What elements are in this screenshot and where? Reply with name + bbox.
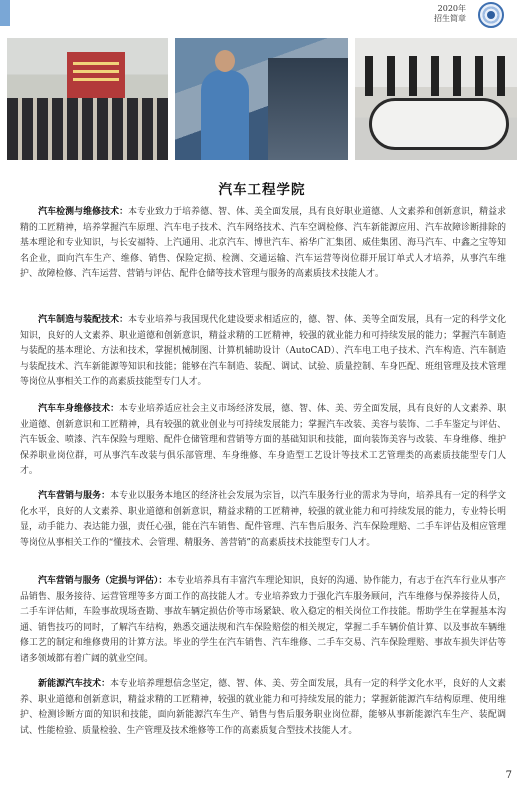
- major-description: 本专业以服务本地区的经济社会发展为宗旨，以汽车服务行业的需求为导向，培养具有一定的科学文化水平，良好的人文素养、职业道德和创新意识，精益求精的工匠精神，较强的就业能力和可持续发展的能力，专业特长明显，动手能力、表达能力强，责任心强，能在汽车销售、配件管理、汽车售后服务、汽车保险理赔、二手车评估及相应管理等岗位从事相关工作的“懂技术、会管理、精服务、善营销”的高素质技术技能型专门人才。: [20, 491, 506, 548]
- header-caption: [434, 4, 466, 24]
- major-description: 本专业培养与我国现代化建设要求相适应的，德、智、体、美等全面发展，具有一定的科学文化知识，良好的人文素养、职业道德和创新意识，精益求精的工匠精神，较强的就业能力和可持续发展的能力；掌握汽车制造与装配的基本理论、方法和技术，掌握机械制图、计算机辅助设计（AutoCAD）、汽车电工电子技术、汽车构造、汽车制造与装配技术、汽车新能源等知识和技能；能够在汽车制造、装配、调试、试验、质量控制、车身匹配、班组管理及技术管理等岗位从事相关工作的高素质技能型专门人才。: [20, 315, 506, 388]
- school-emblem-icon: [478, 2, 504, 28]
- major-paragraph: [20, 402, 506, 480]
- machine-shape: [268, 58, 348, 160]
- photo-workshop-training: [175, 38, 348, 160]
- page-number: 7: [505, 770, 512, 781]
- corner-decoration: [0, 0, 10, 26]
- major-name: 新能源汽车技术 ：: [38, 679, 110, 689]
- photo-group-meeting: [7, 38, 168, 160]
- major-name: 汽车营销与服务 ：: [38, 491, 110, 501]
- major-description: 本专业培养具有丰富汽车理论知识，良好的沟通、协作能力，有志于在汽车行业从事产品销售、服务接待、运营管理等多方面工作的高技能人才。专业培养致力于强化汽车服务顾问，汽车维修与保养接待人员，二手车评估师，车险事故现场查勘、事故车辆定损估价等市场紧缺、收入稳定的相关岗位工作技能。帮助学生在掌握基本沟通、销售技巧的同时，了解汽车结构，熟悉交通法规和汽车保险赔偿的相关规定，掌握二手车辆价值计算、以及事故车辆维修工艺的制定和维修费用的计算方法。毕业的学生在汽车销售、汽车维修、二手车交易、汽车保险理赔、事故车损失评估等诸多领域都有着广阔的就业空间。: [20, 576, 506, 664]
- crowd-shape: [365, 56, 515, 96]
- major-description: 本专业培养理想信念坚定，德、智、体、美、劳全面发展，具有一定的科学文化水平，良好的人文素养、职业道德和创新意识，精益求精的工匠精神，较强的就业能力和可持续发展的能力；掌握新能源汽车结构原理、使用维护、检测诊断方面的知识和技能，面向新能源汽车生产、销售与售后服务职业岗位群，能够从事新能源汽车生产、装配调试、性能检验、质量检验、生产管理及技术维修等工作的高素质复合型技术技能人才。: [20, 679, 506, 736]
- major-paragraph: [20, 205, 506, 283]
- major-description: 本专业致力于培养德、智、体、美全面发展，具有良好职业道德、人文素养和创新意识，精益求精的工匠精神，培养掌握汽车原理、汽车电子技术、汽车网络技术、汽车空调检修、汽车新能源应用、汽车故障诊断排除的基本理论和专业知识，与长安福特、上汽通用、北京汽车、博世汽车、裕华广汇集团、威佳集团、海马汽车、中鑫之宝等知名企业，面向汽车生产、维修、销售、保险定损、检测、交通运输、汽车运营等岗位群开展订单式人才培养，从事汽车维护、故障检修、汽车运营、营销与评估、配件仓储等技术管理与服务的高素质技术技能人才。: [20, 207, 506, 280]
- major-description: 本专业培养适应社会主义市场经济发展，德、智、体、美、劳全面发展，具有良好的人文素养、职业道德、创新意识和工匠精神，具有较强的就业创业与可持续发展能力；掌握汽车改装、美容与装饰、二手车鉴定与评估、汽车钣金、喷漆、汽车保险与理赔、配件仓储管理和营销等方面的基础知识和技能，面向装饰美容与改装、车身维修、维护保养职业岗位群，可从事汽车改装与俱乐部管理、车身维修、车身造型工艺设计等技术工艺管理类的高素质技能型专门人才。: [20, 404, 506, 477]
- people-row: [7, 98, 168, 160]
- major-name: 汽车车身维修技术 ：: [38, 404, 119, 414]
- major-paragraph: [20, 677, 506, 739]
- photo-track-visit: [355, 38, 517, 160]
- banner-shape: [67, 52, 125, 98]
- major-name: 汽车制造与装配技术 ：: [38, 315, 128, 325]
- major-paragraph: [20, 574, 506, 668]
- track-shape: [369, 98, 509, 150]
- major-paragraph: [20, 313, 506, 391]
- worker-figure: [201, 70, 249, 160]
- header-subtitle: 招生简章: [434, 14, 466, 23]
- page-title: 汽车工程学院: [218, 182, 306, 198]
- major-paragraph: [20, 489, 506, 551]
- major-name: 汽车营销与服务（定损与评估） ：: [38, 576, 167, 586]
- page-header: [0, 0, 524, 30]
- major-name: 汽车检测与维修技术 ：: [38, 207, 128, 217]
- header-year: 2020年: [437, 4, 466, 13]
